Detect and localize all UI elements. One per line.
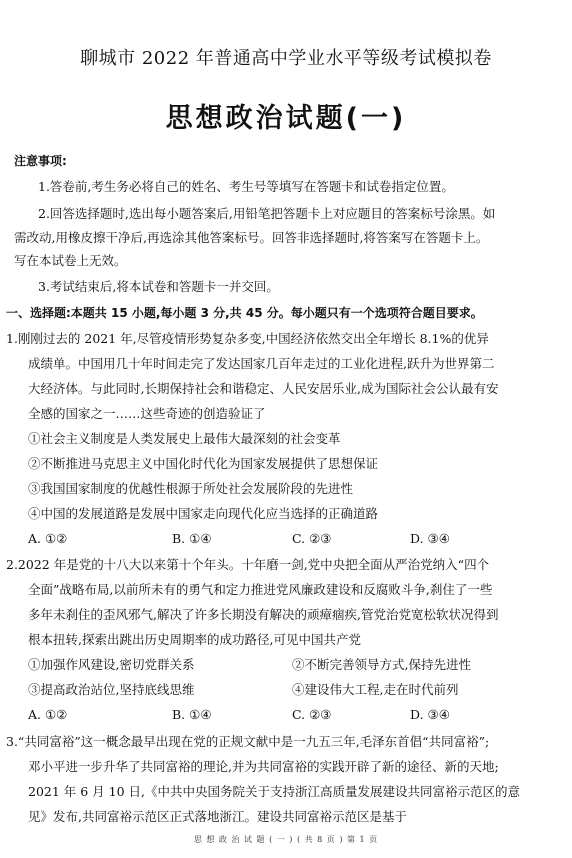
notice-line: 写在本试卷上无效。 [14, 253, 127, 268]
answer-option: D. ③④ [410, 531, 450, 546]
notice-line: 需改动,用橡皮擦干净后,再选涂其他答案标号。回答非选择题时,将答案写在答题卡上。 [14, 230, 489, 245]
question-text: 3.“共同富裕”这一概念最早出现在党的正规文献中是一九五三年,毛泽东首倡“共同富裕”; [6, 734, 490, 749]
statement-item: ①社会主义制度是人类发展史上最伟大最深刻的社会变革 [28, 431, 341, 446]
question-text: 见》发布,共同富裕示范区正式落地浙江。建设共同富裕示范区是基于 [28, 809, 407, 824]
notice-heading: 注意事项: [14, 154, 67, 168]
notice-line: 1.答卷前,考生务必将自己的姓名、考生号等填写在答题卡和试卷指定位置。 [38, 179, 454, 194]
section-heading: 一、选择题:本题共 15 小题,每小题 3 分,共 45 分。每小题只有一个选项符合题目要求。 [6, 306, 483, 320]
statement-item: ②不断完善领导方式,保持先进性 [292, 657, 471, 672]
answer-option: A. ①② [28, 531, 68, 546]
notice-line: 3.考试结束后,将本试卷和答题卡一并交回。 [38, 279, 279, 294]
answer-option: C. ②③ [292, 707, 332, 722]
notice-line: 2.回答选择题时,选出每小题答案后,用铅笔把答题卡上对应题目的答案标号涂黑。如 [38, 206, 496, 221]
statement-item: ④中国的发展道路是发展中国家走向现代化应当选择的正确道路 [28, 506, 379, 521]
answer-option: B. ①④ [172, 531, 212, 546]
statement-item: ②不断推进马克思主义中国化时代化为国家发展提供了思想保证 [28, 456, 379, 471]
answer-option: A. ①② [28, 707, 68, 722]
answer-option: C. ②③ [292, 531, 332, 546]
statement-item: ③提高政治站位,坚持底线思维 [28, 682, 195, 697]
question-text: 邓小平进一步升华了共同富裕的理论,并为共同富裕的实践开辟了新的途径、新的天地; [28, 759, 499, 774]
statement-item: ③我国国家制度的优越性根源于所处社会发展阶段的先进性 [28, 481, 354, 496]
question-text: 成绩单。中国用几十年时间走完了发达国家几百年走过的工业化进程,跃升为世界第二 [28, 356, 495, 371]
question-text: 1.刚刚过去的 2021 年,尽管疫情形势复杂多变,中国经济依然交出全年增长 8.1%的优异 [6, 331, 489, 346]
question-text: 2.2022 年是党的十八大以来第十个年头。十年磨一剑,党中央把全面从严治党纳入“四个 [6, 557, 490, 572]
question-text: 多年未刹住的歪风邪气,解决了许多长期没有解决的顽瘴痼疾,管党治党宽松软状况得到 [28, 607, 499, 622]
question-text: 全感的国家之一……这些奇迹的创造验证了 [28, 406, 266, 421]
answer-option: D. ③④ [410, 707, 450, 722]
statement-item: ④建设伟大工程,走在时代前列 [292, 682, 459, 697]
question-text: 根本扭转,探索出跳出历史周期率的成功路径,可见中国共产党 [28, 632, 361, 647]
page-footer: 思 想 政 治 试 题 ( 一 ) ( 共 8 页 ) 第 1 页 [193, 835, 379, 844]
answer-option: B. ①④ [172, 707, 212, 722]
statement-item: ①加强作风建设,密切党群关系 [28, 657, 195, 672]
question-text: 大经济体。与此同时,长期保持社会和谐稳定、人民安居乐业,成为国际社会公认最有安 [28, 381, 499, 396]
exam-name: 聊城市 2022 年普通高中学业水平等级考试模拟卷 [80, 48, 492, 69]
question-text: 2021 年 6 月 10 日,《中共中央国务院关于支持浙江高质量发展建设共同富裕示范区的意 [28, 784, 521, 799]
question-text: 全面”战略布局,以前所未有的勇气和定力推进党风廉政建设和反腐败斗争,刹住了一些 [28, 582, 493, 597]
page-title: 思想政治试题(一) [165, 103, 407, 134]
